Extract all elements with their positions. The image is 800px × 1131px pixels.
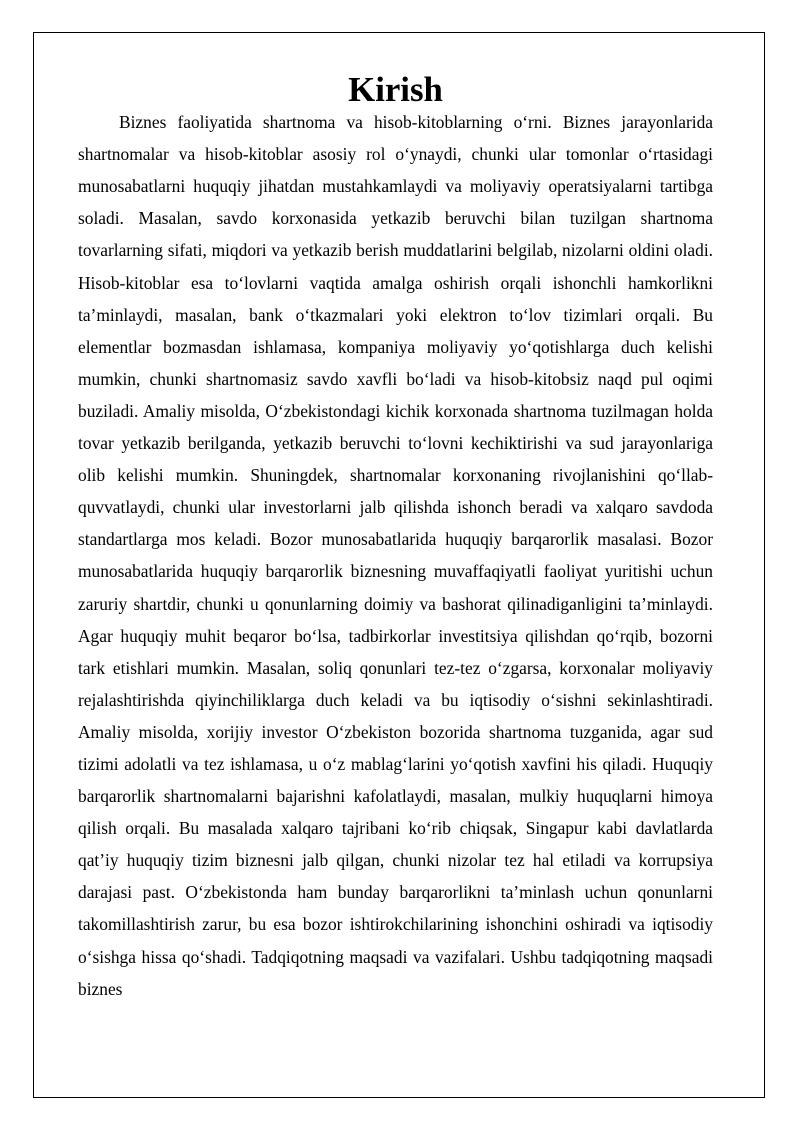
- document-title: Kirish: [348, 70, 443, 109]
- body-paragraph: Biznes faoliyatida shartnoma va hisob-kitoblarning o‘rni. Biznes jarayonlarida shartnomalar va hisob-kitoblar asosiy rol o‘ynaydi, chunki ular tomonlar o‘rtasidagi munosabatlarni huquqiy jihatdan mustahkamlaydi va moliyaviy operatsiyalarni tartibga soladi. Masalan, savdo korxonasida yetkazib beruvchi bilan tuzilgan shartnoma tovarlarning sifati, miqdori va yetkazib berish muddatlarini belgilab, nizolarni oldini oladi. Hisob-kitoblar esa to‘lovlarni vaqtida amalga oshirish orqali ishonchli hamkorlikni ta’minlaydi, masalan, bank o‘tkazmalari yoki elektron to‘lov tizimlari orqali. Bu elementlar bozmasdan ishlamasa, kompaniya moliyaviy yo‘qotishlarga duch kelishi mumkin, chunki shartnomasiz savdo xavfli bo‘ladi va hisob-kitobsiz naqd pul oqimi buziladi. Amaliy misolda, O‘zbekistondagi kichik korxonada shartnoma tuzilmagan holda tovar yetkazib berilganda, yetkazib beruvchi to‘lovni kechiktirishi va sud jarayonlariga olib kelishi mumkin. Shuningdek, shartnomalar korxonaning rivojlanishini qo‘llab-quvvatlaydi, chunki ular investorlarni jalb qilishda ishonch beradi va xalqaro savdoda standartlarga mos keladi. Bozor munosabatlarida huquqiy barqarorlik masalasi. Bozor munosabatlarida huquqiy barqarorlik biznesning muvaffaqiyatli faoliyat yuritishi uchun zaruriy shartdir, chunki u qonunlarning doimiy va bashorat qilinadiganligini ta’minlaydi. Agar huquqiy muhit beqaror bo‘lsa, tadbirkorlar investitsiya qilishdan qo‘rqib, bozorni tark etishlari mumkin. Masalan, soliq qonunlari tez-tez o‘zgarsa, korxonalar moliyaviy rejalashtirishda qiyinchiliklarga duch keladi va bu iqtisodiy o‘sishni sekinlashtiradi. Amaliy misolda, xorijiy investor O‘zbekiston bozorida shartnoma tuzganida, agar sud tizimi adolatli va tez ishlamasa, u o‘z mablag‘larini yo‘qotish xavfini his qiladi. Huquqiy barqarorlik shartnomalarni bajarishni kafolatlaydi, masalan, mulkiy huquqlarni himoya qilish orqali. Bu masalada xalqaro tajribani ko‘rib chiqsak, Singapur kabi davlatlarda qat’iy huquqiy tizim biznesni jalb qilgan, chunki nizolar tez hal etiladi va korrupsiya darajasi past. O‘zbekistonda ham bunday barqarorlikni ta’minlash uchun qonunlarni takomillashtirish zarur, bu esa bozor ishtirokchilarining ishonchini oshiradi va iqtisodiy o‘sishga hissa qo‘shadi. Tadqiqotning maqsadi va vazifalari. Ushbu tadqiqotning maqsadi biznes: [78, 112, 713, 999]
- document-body: [78, 70, 713, 1005]
